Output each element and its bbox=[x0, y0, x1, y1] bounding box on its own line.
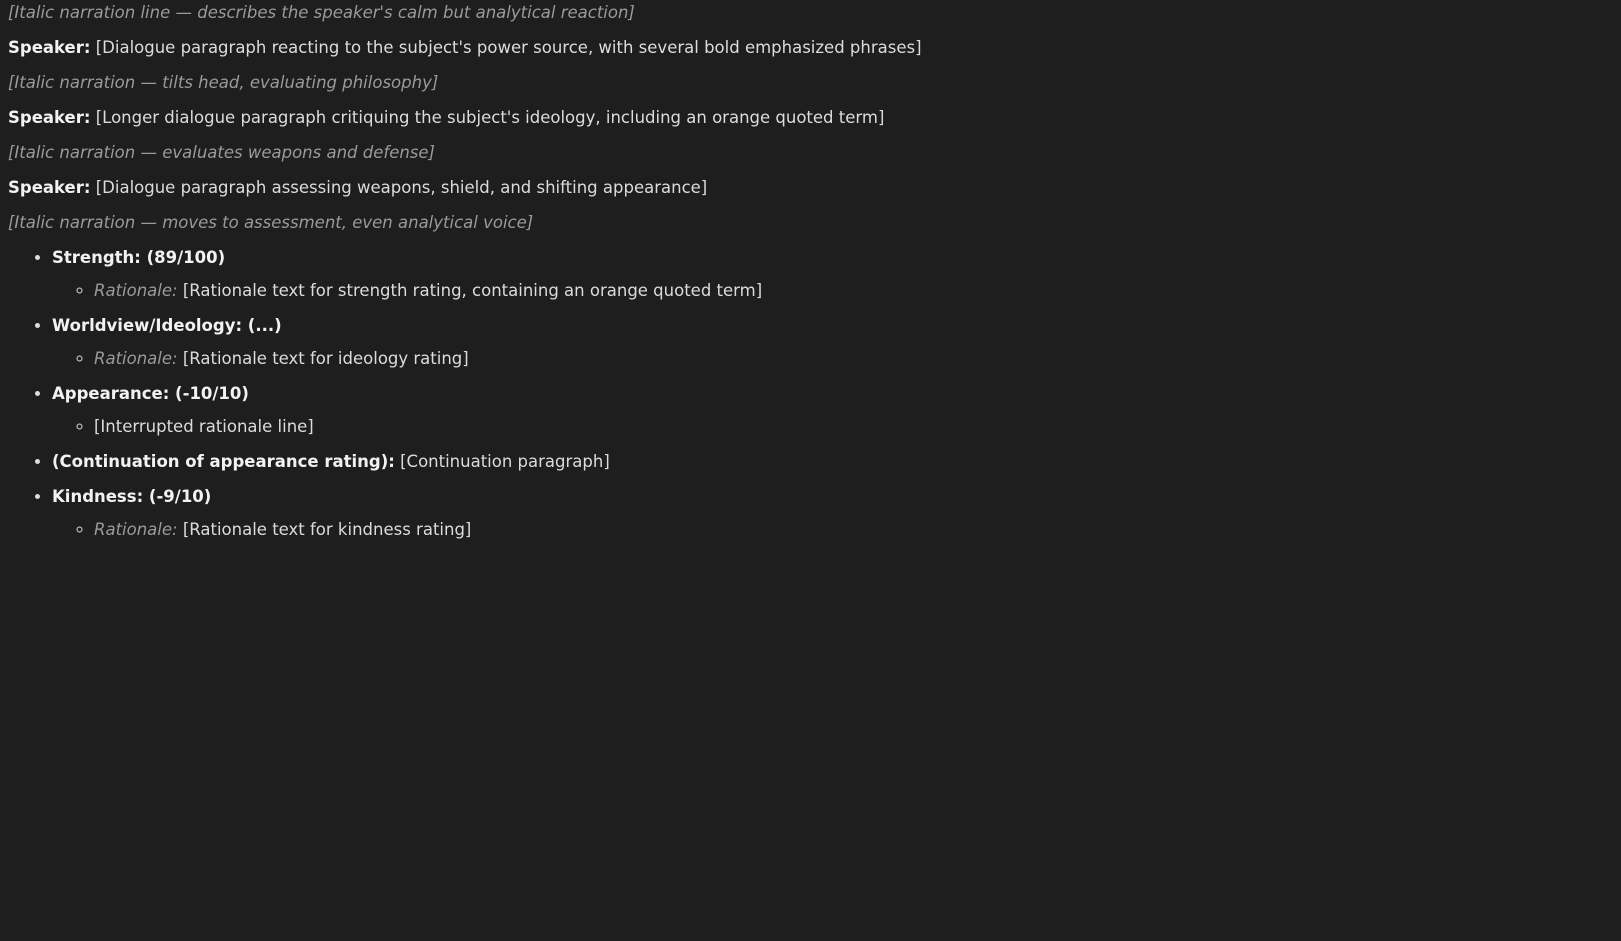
rating-item bbox=[52, 484, 1603, 542]
rating-item bbox=[52, 313, 1603, 371]
rating-item bbox=[52, 381, 1603, 439]
rating-sublist bbox=[52, 278, 1603, 303]
rating-item bbox=[52, 449, 1603, 474]
rating-rationale bbox=[94, 346, 1603, 371]
rating-rationale bbox=[94, 414, 1603, 439]
rationale-text: [Rationale text for ideology rating] bbox=[182, 349, 469, 368]
rationale-text: [Rationale text for strength rating, containing an orange quoted term] bbox=[182, 281, 763, 300]
ratings-list bbox=[8, 245, 1603, 542]
rating-sublist bbox=[52, 346, 1603, 371]
narration-line: [Italic narration — evaluates weapons and defense] bbox=[8, 143, 435, 162]
rationale-label: Rationale: bbox=[94, 520, 178, 539]
rationale-text: [Interrupted rationale line] bbox=[94, 417, 314, 436]
speaker-name: Speaker: bbox=[8, 108, 91, 127]
rationale-label: Rationale: bbox=[94, 349, 178, 368]
dialogue-text: [Longer dialogue paragraph critiquing the subject's ideology, including an orange quoted term] bbox=[95, 108, 885, 127]
rating-item bbox=[52, 245, 1603, 303]
narration-line: [Italic narration line — describes the speaker's calm but analytical reaction] bbox=[8, 3, 635, 22]
rationale-label: Rationale: bbox=[94, 281, 178, 300]
dialogue-text: [Dialogue paragraph assessing weapons, shield, and shifting appearance] bbox=[95, 178, 708, 197]
dialogue-paragraph bbox=[8, 35, 1603, 60]
message-paragraphs bbox=[8, 0, 1603, 235]
rating-continuation-text: [Continuation paragraph] bbox=[400, 452, 610, 471]
rating-sublist bbox=[52, 414, 1603, 439]
rating-title: (Continuation of appearance rating): bbox=[52, 452, 395, 471]
rating-sublist bbox=[52, 517, 1603, 542]
rating-title: Appearance: (-10/10) bbox=[52, 384, 249, 403]
narration-line: [Italic narration — moves to assessment, even analytical voice] bbox=[8, 213, 534, 232]
rating-rationale bbox=[94, 517, 1603, 542]
speaker-name: Speaker: bbox=[8, 178, 91, 197]
dialogue-paragraph bbox=[8, 105, 1603, 130]
narration-line: [Italic narration — tilts head, evaluating philosophy] bbox=[8, 73, 439, 92]
rating-title: Kindness: (-9/10) bbox=[52, 487, 212, 506]
rating-title: Strength: (89/100) bbox=[52, 248, 226, 267]
rationale-text: [Rationale text for kindness rating] bbox=[182, 520, 472, 539]
rating-title: Worldview/Ideology: (...) bbox=[52, 316, 282, 335]
dialogue-paragraph bbox=[8, 175, 1603, 200]
rating-rationale bbox=[94, 278, 1603, 303]
speaker-name: Speaker: bbox=[8, 38, 91, 57]
dialogue-text: [Dialogue paragraph reacting to the subject's power source, with several bold emphasized phrases] bbox=[95, 38, 922, 57]
